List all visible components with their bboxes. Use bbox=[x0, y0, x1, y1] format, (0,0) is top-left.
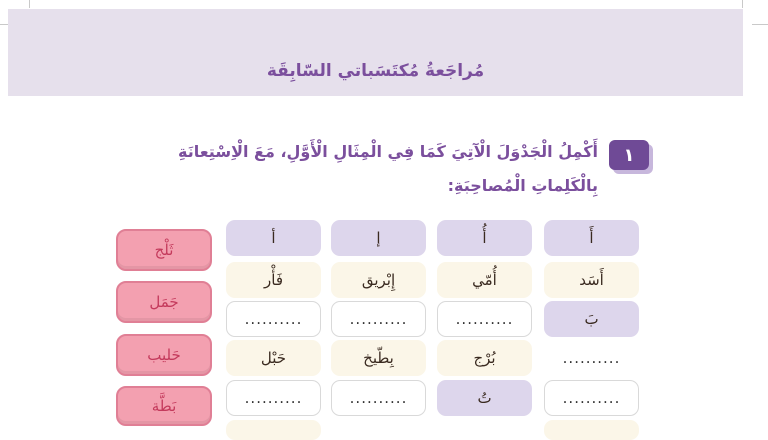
instruction-line-1: أَكْمِلُ الْجَدْوَلَ الْآتِيَ كَمَا فِي الْمِثَالِ الْأَوَّلِ، مَعَ الْاِسْتِعانَةِ bbox=[178, 142, 598, 161]
table-cell-letter: بَ bbox=[544, 301, 639, 337]
table-cell-blank[interactable]: .......... bbox=[331, 301, 426, 337]
table-header: أ bbox=[226, 220, 321, 256]
crop-mark bbox=[752, 24, 768, 25]
table-header: أَ bbox=[544, 220, 639, 256]
crop-mark bbox=[29, 0, 30, 8]
instruction-line-2: بِالْكَلِماتِ الْمُصاحِبَةِ: bbox=[447, 176, 598, 195]
table-cell-word: بُرْج bbox=[437, 340, 532, 376]
table-header: أُ bbox=[437, 220, 532, 256]
table-cell-partial bbox=[226, 420, 321, 440]
crop-mark bbox=[742, 0, 743, 8]
table-cell-blank[interactable]: .......... bbox=[226, 380, 321, 416]
table-cell-blank[interactable]: .......... bbox=[544, 340, 639, 376]
exercise-number-badge: ١ bbox=[609, 140, 649, 170]
table-cell-partial bbox=[544, 420, 639, 440]
table-cell-word: إِبْريق bbox=[331, 262, 426, 298]
table-cell-letter: تُ bbox=[437, 380, 532, 416]
table-cell-blank[interactable]: .......... bbox=[544, 380, 639, 416]
table-header: إ bbox=[331, 220, 426, 256]
table-cell-word: حَبْل bbox=[226, 340, 321, 376]
table-cell-word: بِطّيخ bbox=[331, 340, 426, 376]
table-cell-blank[interactable]: .......... bbox=[437, 301, 532, 337]
table-cell-word: أُمّي bbox=[437, 262, 532, 298]
section-banner bbox=[8, 9, 743, 96]
table-cell-word: أَسَد bbox=[544, 262, 639, 298]
word-bank-card[interactable]: جَمَل bbox=[116, 281, 212, 323]
table-cell-word: فَأْر bbox=[226, 262, 321, 298]
word-bank-card[interactable]: بَطَّة bbox=[116, 386, 212, 426]
word-bank-card[interactable]: حَليب bbox=[116, 334, 212, 376]
table-cell-blank[interactable]: .......... bbox=[226, 301, 321, 337]
table-cell-blank[interactable]: .......... bbox=[331, 380, 426, 416]
section-title: مُراجَعةُ مُكتَسَباتي السّابِقَة bbox=[266, 61, 485, 81]
word-bank-card[interactable]: ثَلْج bbox=[116, 229, 212, 271]
